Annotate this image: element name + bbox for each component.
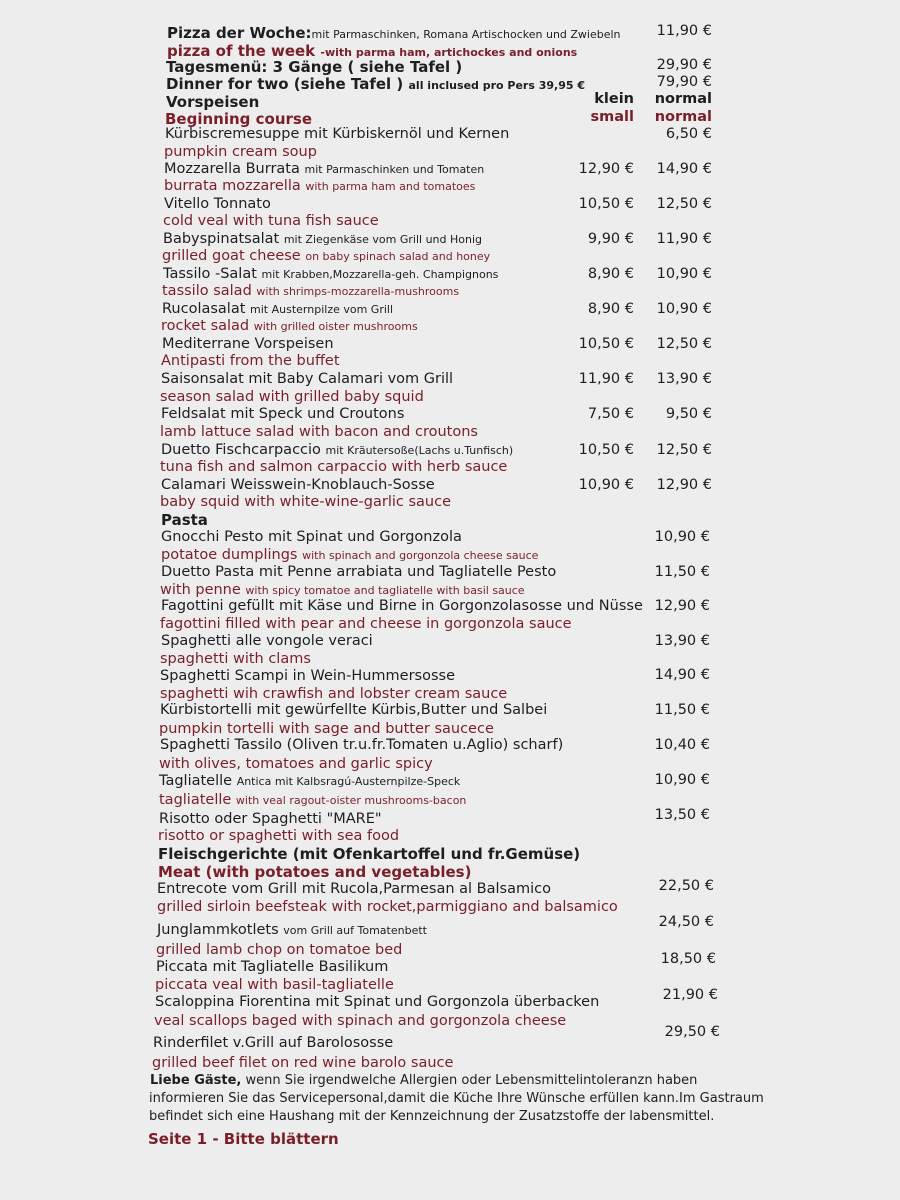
item-name-en: potatoe dumplings with spinach and gorgonzola cheese sauce — [161, 547, 539, 563]
item-price-small: 10,50 € — [578, 336, 634, 352]
item-name-de: Calamari Weisswein-Knoblauch-Sosse — [161, 477, 435, 493]
column-header-small: small — [590, 109, 634, 125]
section-title-starters-en: Beginning course — [165, 110, 312, 128]
item-name-en: tassilo salad with shrimps-mozzarella-mushrooms — [162, 283, 460, 299]
allergy-note-line-3: befindet sich eine Haushang mit der Kennzeichnung der Zusatzstoffe der labensmittel. — [149, 1109, 715, 1124]
item-price: 11,50 € — [654, 702, 710, 718]
item-name-de: Babyspinatsalat mit Ziegenkäse vom Grill und Honig — [163, 231, 482, 247]
item-name-en: rocket salad with grilled oister mushrooms — [161, 318, 418, 334]
item-price: 10,90 € — [654, 772, 710, 788]
allergy-note-line-2: informieren Sie das Servicepersonal,damit die Küche Ihre Wünsche erfüllen kann.Im Gastraum — [149, 1091, 764, 1106]
item-price: 24,50 € — [658, 914, 714, 930]
item-name-en: piccata veal with basil-tagliatelle — [155, 977, 394, 993]
item-name-de: Rinderfilet v.Grill auf Barolososse — [153, 1035, 394, 1051]
item-price: 13,50 € — [654, 807, 710, 823]
item-name-en: pumpkin cream soup — [164, 144, 317, 160]
item-name-de: Kürbiscremesuppe mit Kürbiskernöl und Kernen — [165, 126, 510, 142]
tagesmenu-price: 29,90 € — [656, 57, 712, 73]
item-name-en: tagliatelle with veal ragout-oister mushrooms-bacon — [159, 792, 467, 808]
item-name-de: Tassilo -Salat mit Krabben,Mozzarella-geh. Champignons — [163, 266, 499, 282]
item-name-de: Spaghetti Scampi in Wein-Hummersosse — [160, 668, 456, 684]
pizza-of-week-en: pizza of the week -with parma ham, artichockes and onions — [167, 42, 578, 60]
item-name-en: with olives, tomatoes and garlic spicy — [159, 756, 433, 772]
item-name-en: fagottini filled with pear and cheese in gorgonzola sauce — [160, 616, 572, 632]
item-name-de: Risotto oder Spaghetti "MARE" — [159, 811, 382, 827]
pizza-of-week-price: 11,90 € — [656, 23, 712, 39]
item-name-en: with penne with spicy tomatoe and tagliatelle with basil sauce — [160, 582, 525, 598]
item-price-normal: 12,90 € — [656, 477, 712, 493]
item-price: 14,90 € — [654, 667, 710, 683]
item-name-en: grilled lamb chop on tomatoe bed — [156, 942, 403, 958]
item-price-small: 11,90 € — [578, 371, 634, 387]
item-name-de: Kürbistortelli mit gewürfellte Kürbis,Butter und Salbei — [160, 702, 548, 718]
item-name-de: Gnocchi Pesto mit Spinat und Gorgonzola — [161, 529, 462, 545]
item-name-de: Junglammkotlets vom Grill auf Tomatenbett — [157, 922, 427, 938]
item-name-en: tuna fish and salmon carpaccio with herb sauce — [160, 459, 508, 475]
item-name-en: cold veal with tuna fish sauce — [163, 213, 379, 229]
item-name-de: Duetto Pasta mit Penne arrabiata und Tagliatelle Pesto — [161, 564, 557, 580]
item-name-de: Scaloppina Fiorentina mit Spinat und Gorgonzola überbacken — [155, 994, 600, 1010]
item-price: 29,50 € — [664, 1024, 720, 1040]
item-name-en: grilled sirloin beefsteak with rocket,parmiggiano and balsamico — [157, 899, 618, 915]
item-name-en: spaghetti with clams — [160, 651, 311, 667]
column-header-normal: normal — [654, 91, 712, 107]
item-price-small: 8,90 € — [587, 301, 634, 317]
item-price-small: 10,50 € — [578, 442, 634, 458]
item-price-small: 12,90 € — [578, 161, 634, 177]
item-price: 21,90 € — [662, 987, 718, 1003]
item-name-en: grilled beef filet on red wine barolo sauce — [152, 1055, 454, 1071]
item-price-normal: 12,50 € — [656, 442, 712, 458]
item-name-de: Rucolasalat mit Austernpilze vom Grill — [162, 301, 394, 317]
item-name-en: season salad with grilled baby squid — [160, 389, 424, 405]
item-price: 13,90 € — [654, 633, 710, 649]
page-footer: Seite 1 - Bitte blättern — [148, 1130, 339, 1148]
item-name-de: Mozzarella Burrata mit Parmaschinken und Tomaten — [164, 161, 485, 177]
item-name-de: Tagliatelle Antica mit Kalbsragú-Austernpilze-Speck — [159, 773, 461, 789]
item-price-normal: 11,90 € — [656, 231, 712, 247]
item-price-small: 9,90 € — [587, 231, 634, 247]
section-title-pasta: Pasta — [161, 511, 208, 529]
item-name-de: Spaghetti Tassilo (Oliven tr.u.fr.Tomaten u.Aglio) scharf) — [160, 737, 564, 753]
item-name-de: Saisonsalat mit Baby Calamari vom Grill — [161, 371, 454, 387]
item-name-en: pumpkin tortelli with sage and butter saucece — [159, 721, 494, 737]
column-header-normal-en: normal — [654, 109, 712, 125]
tagesmenu: Tagesmenü: 3 Gänge ( siehe Tafel ) — [166, 58, 463, 76]
item-price-normal: 14,90 € — [656, 161, 712, 177]
item-name-de: Vitello Tonnato — [164, 196, 271, 212]
section-title-starters-de: Vorspeisen — [166, 93, 260, 111]
item-price: 10,40 € — [654, 737, 710, 753]
item-name-en: veal scallops baged with spinach and gorgonzola cheese — [154, 1013, 567, 1029]
item-price: 12,90 € — [654, 598, 710, 614]
item-name-en: lamb lattuce salad with bacon and croutons — [160, 424, 478, 440]
item-name-en: grilled goat cheese on baby spinach salad and honey — [162, 248, 491, 264]
item-price-small: 10,90 € — [578, 477, 634, 493]
item-price-normal: 10,90 € — [656, 301, 712, 317]
allergy-note-line-1: Liebe Gäste, wenn Sie irgendwelche Allergien oder Lebensmittelintoleranzn haben — [150, 1073, 698, 1088]
item-name-de: Mediterrane Vorspeisen — [162, 336, 334, 352]
item-name-de: Spaghetti alle vongole veraci — [161, 633, 373, 649]
item-price-normal: 12,50 € — [656, 196, 712, 212]
item-price: 22,50 € — [658, 878, 714, 894]
item-price-normal: 10,90 € — [656, 266, 712, 282]
column-header-klein: klein — [594, 91, 634, 107]
item-name-en: risotto or spaghetti with sea food — [158, 828, 400, 844]
item-price-normal: 13,90 € — [656, 371, 712, 387]
item-price-normal: 9,50 € — [665, 406, 712, 422]
item-price-normal: 6,50 € — [665, 126, 712, 142]
item-price: 11,50 € — [654, 564, 710, 580]
item-name-de: Duetto Fischcarpaccio mit Kräutersoße(Lachs u.Tunfisch) — [161, 442, 514, 458]
dinner-for-two: Dinner for two (siehe Tafel ) all inclused pro Pers 39,95 € — [166, 75, 586, 93]
item-price: 10,90 € — [654, 529, 710, 545]
item-name-en: spaghetti wih crawfish and lobster cream sauce — [160, 686, 508, 702]
section-title-meat-de: Fleischgerichte (mit Ofenkartoffel und fr.Gemüse) — [158, 845, 581, 863]
item-price: 18,50 € — [660, 951, 716, 967]
pizza-of-week-de: Pizza der Woche:mit Parmaschinken, Romana Artischocken und Zwiebeln — [167, 24, 621, 42]
item-price-normal: 12,50 € — [656, 336, 712, 352]
item-price-small: 7,50 € — [587, 406, 634, 422]
dinner-for-two-price: 79,90 € — [656, 74, 712, 90]
item-name-en: baby squid with white-wine-garlic sauce — [160, 494, 452, 510]
item-price-small: 10,50 € — [578, 196, 634, 212]
section-title-meat-en: Meat (with potatoes and vegetables) — [158, 863, 472, 881]
item-name-en: burrata mozzarella with parma ham and tomatoes — [164, 178, 476, 194]
item-name-de: Piccata mit Tagliatelle Basilikum — [156, 959, 389, 975]
item-name-de: Fagottini gefüllt mit Käse und Birne in Gorgonzolasosse und Nüsse — [161, 598, 643, 614]
item-name-en: Antipasti from the buffet — [161, 353, 340, 369]
item-name-de: Entrecote vom Grill mit Rucola,Parmesan al Balsamico — [157, 881, 551, 897]
item-price-small: 8,90 € — [587, 266, 634, 282]
item-name-de: Feldsalat mit Speck und Croutons — [161, 406, 405, 422]
